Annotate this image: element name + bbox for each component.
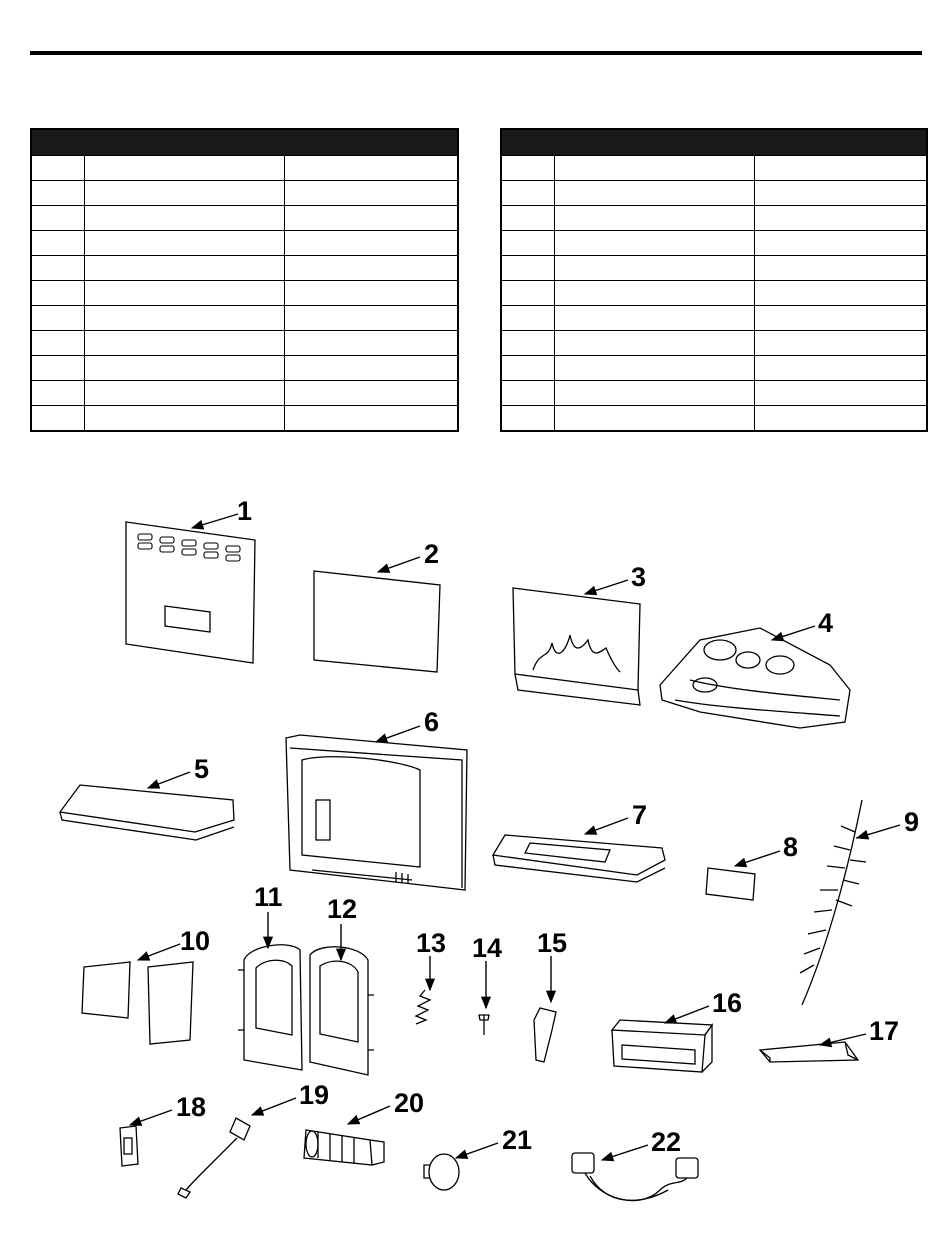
callout-label: 13 (416, 928, 447, 958)
table-cell (554, 356, 754, 381)
table-cell (554, 231, 754, 256)
callout-label: 22 (651, 1127, 682, 1157)
exploded-parts-diagram (0, 470, 950, 1248)
table-cell (501, 256, 554, 281)
table-row (31, 331, 458, 356)
table-cell (284, 231, 458, 256)
table-cell (31, 356, 84, 381)
table-cell (754, 356, 927, 381)
callout-label: 11 (254, 882, 283, 912)
table-row (31, 356, 458, 381)
table-cell (754, 281, 927, 306)
callout-label: 21 (502, 1125, 533, 1155)
callout-label: 16 (712, 988, 743, 1018)
parts-table-left (30, 128, 459, 432)
callout-label: 8 (783, 832, 799, 862)
firebox-surround-part (286, 735, 467, 890)
table-row (31, 406, 458, 432)
table-cell (84, 406, 284, 432)
table-cell (284, 406, 458, 432)
table-cell (554, 206, 754, 231)
callout-label: 18 (176, 1092, 207, 1122)
header-cell (754, 129, 927, 156)
table-row (31, 381, 458, 406)
light-string-part (800, 800, 870, 1005)
top-shelf-part (60, 785, 234, 840)
table-cell (284, 281, 458, 306)
table-cell (554, 156, 754, 181)
table-cell (31, 256, 84, 281)
small-plate-part (706, 868, 755, 900)
header-cell (501, 129, 554, 156)
table-row (31, 206, 458, 231)
thermostat-part (424, 1154, 459, 1190)
callout-label: 20 (394, 1088, 425, 1118)
right-door-part (310, 947, 374, 1075)
callout-label: 19 (299, 1080, 330, 1110)
table-cell (501, 331, 554, 356)
table-cell (84, 231, 284, 256)
table-row (31, 256, 458, 281)
table-row (31, 281, 458, 306)
table-cell (84, 356, 284, 381)
table-cell (554, 306, 754, 331)
header-cell (84, 129, 284, 156)
table-cell (754, 381, 927, 406)
blower-fan-part (304, 1130, 384, 1165)
table-cell (754, 256, 927, 281)
back-panel-part (314, 571, 440, 672)
lamp-holders-part (572, 1153, 698, 1201)
table-cell (501, 206, 554, 231)
table-cell (501, 356, 554, 381)
callout-label: 3 (631, 562, 647, 592)
callout-label: 9 (904, 807, 920, 837)
table-cell (31, 231, 84, 256)
mount-bracket-part (760, 1042, 858, 1062)
table-cell (31, 331, 84, 356)
table-cell (554, 181, 754, 206)
table-cell (501, 306, 554, 331)
table-cell (754, 331, 927, 356)
table-cell (84, 206, 284, 231)
table-cell (284, 256, 458, 281)
table-header-row (501, 129, 927, 156)
callout-label: 15 (537, 928, 568, 958)
table-row (501, 256, 927, 281)
side-panels-part (82, 962, 193, 1044)
table-row (501, 331, 927, 356)
table-cell (501, 231, 554, 256)
table-cell (554, 381, 754, 406)
header-cell (554, 129, 754, 156)
table-cell (501, 381, 554, 406)
table-row (501, 156, 927, 181)
table-row (501, 181, 927, 206)
table-cell (501, 181, 554, 206)
table-cell (84, 256, 284, 281)
callout-label: 7 (632, 800, 648, 830)
table-row (501, 356, 927, 381)
base-plate-part (493, 835, 665, 882)
table-header-row (31, 129, 458, 156)
table-row (501, 206, 927, 231)
parts-table-right (500, 128, 928, 432)
table-row (31, 156, 458, 181)
table-cell (84, 331, 284, 356)
spring-part (416, 990, 430, 1024)
heater-box-part (612, 1020, 712, 1072)
flame-screen-part (513, 588, 640, 705)
table-cell (284, 181, 458, 206)
table-cell (501, 281, 554, 306)
table-cell (31, 206, 84, 231)
callout-label: 14 (472, 933, 503, 963)
table-row (31, 306, 458, 331)
table-cell (754, 306, 927, 331)
table-row (501, 381, 927, 406)
callout-label: 2 (424, 539, 440, 569)
table-row (31, 231, 458, 256)
table-cell (754, 206, 927, 231)
table-row (501, 231, 927, 256)
table-cell (284, 356, 458, 381)
top-rule (30, 51, 922, 55)
table-cell (284, 156, 458, 181)
table-cell (84, 181, 284, 206)
table-cell (84, 381, 284, 406)
table-cell (284, 381, 458, 406)
table-cell (554, 281, 754, 306)
table-cell (284, 306, 458, 331)
table-cell (31, 181, 84, 206)
header-cell (31, 129, 84, 156)
table-cell (554, 256, 754, 281)
table-cell (31, 281, 84, 306)
table-cell (31, 306, 84, 331)
table-cell (554, 406, 754, 432)
header-cell (284, 129, 458, 156)
callout-label: 17 (869, 1016, 900, 1046)
table-cell (754, 181, 927, 206)
power-cord-part (178, 1118, 250, 1198)
table-cell (754, 231, 927, 256)
callout-label: 1 (237, 496, 253, 526)
table-row (501, 306, 927, 331)
table-cell (84, 156, 284, 181)
table-cell (84, 306, 284, 331)
screw-pin-part (479, 1015, 489, 1035)
table-cell (754, 156, 927, 181)
table-row (501, 406, 927, 432)
callout-label: 12 (327, 894, 358, 924)
table-row (31, 181, 458, 206)
log-set-part (660, 628, 850, 728)
table-cell (84, 281, 284, 306)
table-cell (501, 406, 554, 432)
rear-panel-part (126, 522, 255, 663)
table-cell (284, 206, 458, 231)
table-cell (284, 331, 458, 356)
callout-label: 10 (180, 926, 211, 956)
left-door-part (238, 945, 302, 1070)
table-cell (31, 406, 84, 432)
table-cell (554, 331, 754, 356)
table-cell (31, 381, 84, 406)
table-row (501, 281, 927, 306)
callout-label: 6 (424, 707, 440, 737)
table-cell (501, 156, 554, 181)
rocker-switch-part (120, 1126, 138, 1166)
callout-label: 4 (818, 608, 834, 638)
bracket-part (534, 1008, 556, 1062)
table-cell (754, 406, 927, 432)
table-cell (31, 156, 84, 181)
callout-label: 5 (194, 754, 210, 784)
